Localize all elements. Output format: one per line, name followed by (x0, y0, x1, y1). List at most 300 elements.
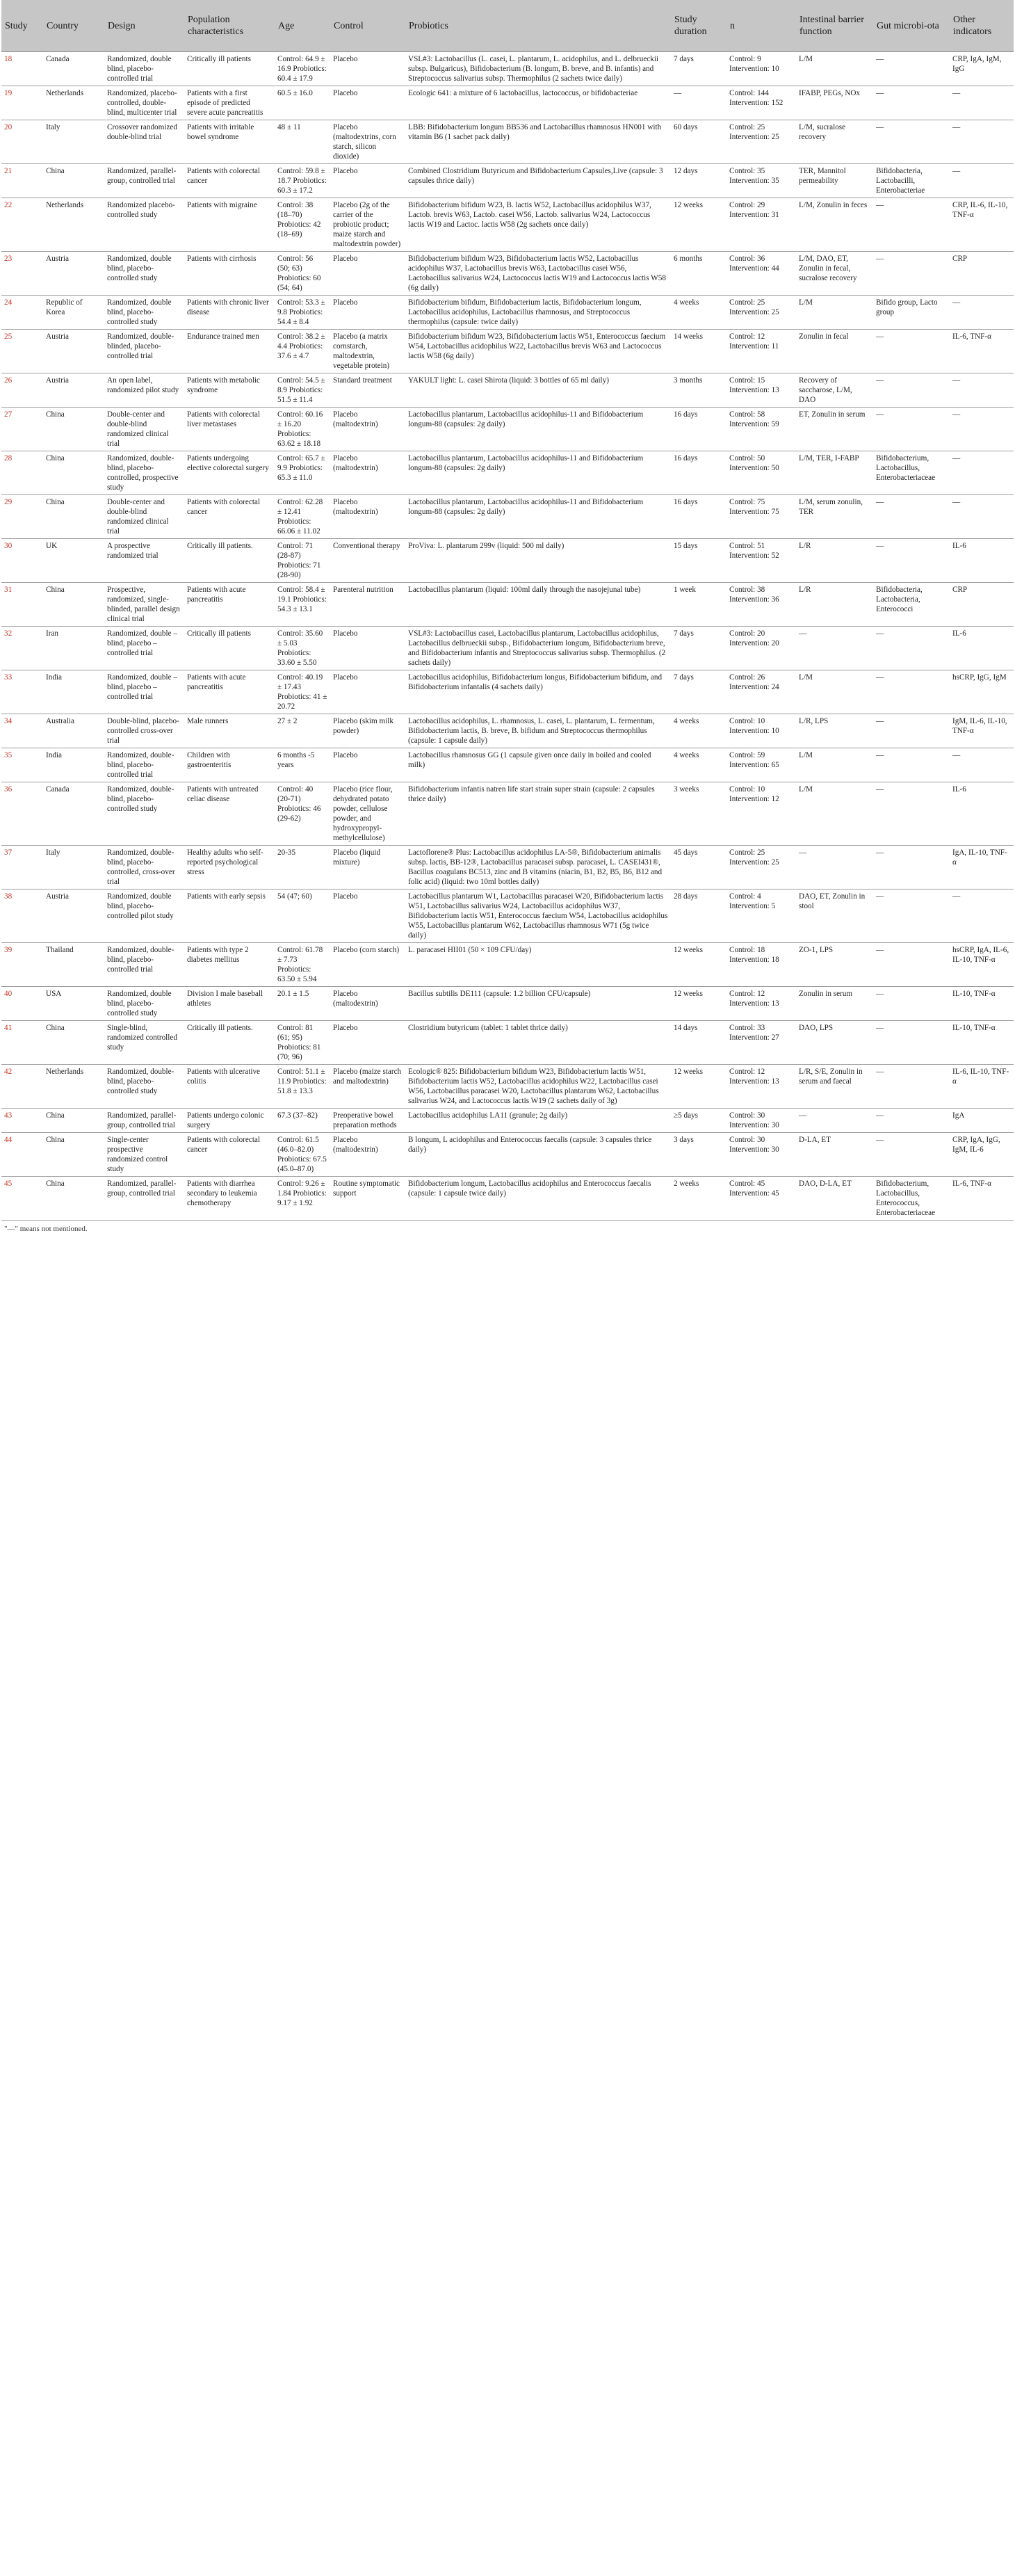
table-header (1, 0, 1014, 52)
cell-population: Patients undergoing elective colorectal surgery (187, 454, 269, 472)
cell-gut-microbiota: — (876, 1068, 884, 1076)
cell-age: Control: 35.60 ± 5.03 Probiotics: 33.60 ± 5.50 (277, 629, 323, 667)
cell-probiotics: Combined Clostridium Butyricum and Bifidobacterium Capsules,Live (capsule: 3 capsules thrice daily) (408, 167, 663, 185)
cell-study[interactable]: 23 (4, 255, 13, 263)
cell-other-indicators: — (952, 89, 961, 97)
header-country: Country (43, 0, 104, 52)
cell-design: A prospective randomized trial (107, 542, 159, 560)
cell-n: Control: 45 Intervention: 45 (729, 1180, 779, 1198)
cell-probiotics: Lactobacillus plantarum W1, Lactobacillus paracasei W20, Bifidobacterium lactis W51, Lactobacillus salivarius W24, Lactobacillus acidophilus W37, Bifidobacterium lactis W51, Enterococcus faecium W54, Lactobacillus acidophilus W55, Lactobacillus plantarum W62, Lactobacillus rhamnosus W71 (5g twice daily) (408, 892, 668, 940)
table-row (1, 889, 1014, 943)
table-row (1, 846, 1014, 889)
cell-gut-microbiota: — (876, 751, 884, 759)
cell-barrier-function: L/M, Zonulin in feces (799, 201, 868, 209)
cell-gut-microbiota: — (876, 498, 884, 506)
cell-probiotics: LBB: Bifidobacterium longum BB536 and Lactobacillus rhamnosus HN001 with vitamin B6 (1 sachet pack daily) (408, 123, 662, 141)
cell-barrier-function: L/M (799, 55, 813, 63)
cell-n: Control: 144 Intervention: 152 (729, 89, 783, 107)
cell-probiotics: ProViva: L. plantarum 299v (liquid: 500 ml daily) (408, 542, 565, 550)
cell-n: Control: 36 Intervention: 44 (729, 255, 779, 273)
cell-n: Control: 25 Intervention: 25 (729, 298, 779, 316)
cell-control: Placebo (maltodextrin) (333, 498, 378, 516)
cell-n: Control: 38 Intervention: 36 (729, 586, 779, 604)
cell-gut-microbiota: — (876, 123, 884, 131)
cell-probiotics: Ecologic 641: a mixture of 6 lactobacillus, lactococcus, or bifidobacteriae (408, 89, 638, 97)
cell-country: China (46, 1180, 65, 1188)
cell-population: Critically ill patients (187, 55, 251, 63)
table-row (1, 627, 1014, 670)
cell-other-indicators: hsCRP, IgG, IgM (952, 673, 1007, 682)
cell-study[interactable]: 32 (4, 629, 13, 638)
cell-gut-microbiota: — (876, 717, 884, 725)
cell-duration: 7 days (674, 629, 694, 638)
table-row (1, 748, 1014, 782)
table-row (1, 296, 1014, 330)
cell-duration: 4 weeks (674, 298, 699, 307)
cell-duration: 3 weeks (674, 785, 699, 794)
cell-other-indicators: CRP (952, 586, 968, 594)
cell-study[interactable]: 36 (4, 785, 13, 794)
cell-control: Preoperative bowel preparation methods (333, 1111, 397, 1129)
cell-other-indicators: — (952, 123, 961, 131)
cell-n: Control: 25 Intervention: 25 (729, 123, 779, 141)
cell-duration: 16 days (674, 498, 698, 506)
cell-other-indicators: — (952, 498, 961, 506)
cell-age: Control: 58.4 ± 19.1 Probiotics: 54.3 ± 13.1 (277, 586, 327, 613)
cell-country: China (46, 1111, 65, 1120)
cell-gut-microbiota: — (876, 410, 884, 419)
cell-control: Standard treatment (333, 376, 392, 385)
cell-gut-microbiota: Bifidobacterium, Lactobacillus, Enterobacteriaceae (876, 454, 936, 482)
cell-control: Placebo (333, 55, 358, 63)
cell-study[interactable]: 18 (4, 55, 13, 63)
cell-study[interactable]: 44 (4, 1136, 13, 1144)
cell-other-indicators: CRP, IgA, IgM, IgG (952, 55, 1002, 73)
cell-other-indicators: CRP (952, 255, 968, 263)
cell-probiotics: Bifidobacterium bifidum W23, Bifidobacterium lactis W52, Lactobacillus acidophilus W37, Lactobacillus brevis W63, Lactobacillus casei W56, Lactobacillus salivarius W24, Lactococcus lactis W19 and Lactococcus lactis W58 (6g daily) (408, 255, 666, 292)
cell-population: Patients with type 2 diabetes mellitus (187, 946, 249, 964)
cell-barrier-function: — (799, 848, 807, 857)
cell-design: Double-blind, placebo-controlled cross-over trial (107, 717, 179, 745)
cell-duration: 7 days (674, 673, 694, 682)
cell-barrier-function: L/M, serum zonulin, TER (799, 498, 863, 516)
cell-barrier-function: L/M (799, 298, 813, 307)
cell-population: Patients undergo colonic surgery (187, 1111, 264, 1129)
cell-population: Patients with untreated celiac disease (187, 785, 259, 803)
cell-n: Control: 30 Intervention: 30 (729, 1136, 779, 1154)
cell-design: Randomized, double blind, placebo-controlled study (107, 990, 172, 1017)
cell-age: 20-35 (277, 848, 296, 857)
cell-other-indicators: — (952, 410, 961, 419)
cell-probiotics: Bifidobacterium bifidum, Bifidobacterium lactis, Bifidobacterium longum, Lactobacillus acidophilus, Lactobacillus rhamnosus, and Streptococcus thermophilus (capsule: twice daily) (408, 298, 642, 326)
cell-barrier-function: L/R, LPS (799, 717, 829, 725)
table-row (1, 495, 1014, 539)
cell-population: Patients with ulcerative colitis (187, 1068, 261, 1086)
cell-country: Austria (46, 892, 69, 901)
cell-control: Conventional therapy (333, 542, 400, 550)
table-row (1, 408, 1014, 451)
cell-age: Control: 60.16 ± 16.20 Probiotics: 63.62 ± 18.18 (277, 410, 323, 448)
cell-age: Control: 38 (18–70) Probiotics: 42 (18–69) (277, 201, 321, 239)
cell-gut-microbiota: Bifidobacteria, Lactobacilli, Enterobacteriae (876, 167, 925, 195)
cell-age: 20.1 ± 1.5 (277, 990, 309, 998)
header-duration: Study duration (671, 0, 726, 52)
cell-design: Prospective, randomized, single-blinded, parallel design clinical trial (107, 586, 180, 623)
cell-other-indicators: IL-6 (952, 629, 966, 638)
cell-country: China (46, 167, 65, 175)
cell-study[interactable]: 25 (4, 332, 13, 341)
header-n: n (726, 0, 796, 52)
cell-study[interactable]: 39 (4, 946, 13, 954)
cell-age: Control: 62.28 ± 12.41 Probiotics: 66.06 ± 11.02 (277, 498, 323, 536)
cell-probiotics: Bifidobacterium bifidum W23, B. lactis W52, Lactobacillus acidophilus W37, Lactob. brevis W63, Lactob. casei W56, Lactob. salivarius W24, Lactococcus lactis W19 and Lactoc. lactis W58 (2g sachets once daily) (408, 201, 651, 229)
cell-population: Patients with irritable bowel syndrome (187, 123, 254, 141)
cell-design: Randomized, double –blind, placebo –controlled trial (107, 629, 177, 657)
cell-country: Italy (46, 123, 60, 131)
table-container (1, 0, 1014, 1237)
cell-probiotics: Ecologic® 825: Bifidobacterium bifidum W23, Bifidobacterium lactis W51, Bifidobacterium lactis W52, Lactobacillus acidophilus W22, Lactobacillus casei W56, Lactobacillus paracasei W20, Lactobacillus plantarum W62, Lactobacillus salivarius W24, and Lactococcus lactis W19 (2 sachets daily of 3g) (408, 1068, 659, 1105)
cell-age: 67.3 (37–82) (277, 1111, 318, 1120)
cell-gut-microbiota: Bifido group, Lacto group (876, 298, 938, 316)
cell-duration: 2 weeks (674, 1180, 699, 1188)
header-other-indicators: Other indicators (950, 0, 1014, 52)
cell-design: Randomized, double-blinded, placebo-controlled trial (107, 332, 174, 360)
header-row (1, 0, 1014, 52)
cell-barrier-function: L/M, DAO, ET, Zonulin in fecal, sucralose recovery (799, 255, 857, 282)
cell-study[interactable]: 45 (4, 1180, 13, 1188)
cell-gut-microbiota: Bifidobacterium, Lactobacillus, Enterococcus, Enterobacteriaceae (876, 1180, 936, 1217)
cell-population: Critically ill patients. (187, 1024, 253, 1032)
cell-country: Austria (46, 332, 69, 341)
cell-control: Placebo (333, 751, 358, 759)
cell-gut-microbiota: — (876, 255, 884, 263)
cell-age: Control: 61.5 (46.0–82.0) Probiotics: 67.5 (45.0–87.0) (277, 1136, 327, 1173)
cell-study[interactable]: 29 (4, 498, 13, 506)
cell-other-indicators: IL-6, IL-10, TNF-α (952, 1068, 1009, 1086)
cell-control: Placebo (maltodextrin) (333, 410, 378, 428)
cell-country: China (46, 498, 65, 506)
cell-study[interactable]: 37 (4, 848, 13, 857)
cell-n: Control: 9 Intervention: 10 (729, 55, 779, 73)
cell-gut-microbiota: — (876, 201, 884, 209)
header-gut-microbiota: Gut microbi-ota (873, 0, 950, 52)
cell-control: Placebo (maltodextrin) (333, 1136, 378, 1154)
cell-population: Critically ill patients. (187, 542, 253, 550)
cell-control: Placebo (333, 298, 358, 307)
cell-control: Placebo (333, 255, 358, 263)
cell-population: Patients with cirrhosis (187, 255, 257, 263)
cell-country: Australia (46, 717, 75, 725)
cell-population: Patients with early sepsis (187, 892, 266, 901)
cell-gut-microbiota: Bifidobacteria, Lactobacteria, Enterococci (876, 586, 923, 613)
cell-population: Patients with migraine (187, 201, 257, 209)
cell-duration: 12 weeks (674, 1068, 703, 1076)
cell-n: Control: 12 Intervention: 13 (729, 1068, 779, 1086)
cell-study[interactable]: 43 (4, 1111, 13, 1120)
cell-control: Placebo (333, 1024, 358, 1032)
cell-n: Control: 30 Intervention: 30 (729, 1111, 779, 1129)
cell-duration: 3 days (674, 1136, 694, 1144)
cell-barrier-function: IFABP, PEGs, NOx (799, 89, 861, 97)
header-age: Age (275, 0, 330, 52)
cell-n: Control: 51 Intervention: 52 (729, 542, 779, 560)
cell-n: Control: 75 Intervention: 75 (729, 498, 779, 516)
cell-probiotics: Lactobacillus acidophilus, Bifidobacterium longus, Bifidobacterium bifidum, and Bifidobacterium infantalis (4 sachets daily) (408, 673, 663, 691)
cell-design: Randomized, double blind, placebo-controlled pilot study (107, 892, 174, 920)
cell-probiotics: Bifidobacterium longum, Lactobacillus acidophilus and Enterococcus faecalis (capsule: 1 capsule twice daily) (408, 1180, 651, 1198)
cell-barrier-function: L/M, sucralose recovery (799, 123, 846, 141)
cell-probiotics: Lactobacillus rhamnosus GG (1 capsule given once daily in boiled and cooled milk) (408, 751, 651, 769)
cell-duration: 7 days (674, 55, 694, 63)
cell-design: Randomized, parallel-group, controlled trial (107, 1180, 177, 1198)
cell-design: Single-blind, randomized controlled study (107, 1024, 177, 1052)
cell-gut-microbiota: — (876, 892, 884, 901)
cell-design: Randomized, double-blind, placebo-controlled study (107, 1068, 174, 1095)
cell-design: Randomized, parallel-group, controlled trial (107, 1111, 177, 1129)
cell-control: Placebo (2g of the carrier of the probiotic product; maize starch and maltodextrin powder) (333, 201, 401, 248)
cell-study[interactable]: 34 (4, 717, 13, 725)
cell-gut-microbiota: — (876, 55, 884, 63)
cell-control: Placebo (skim milk powder) (333, 717, 394, 735)
cell-population: Patients with colorectal cancer (187, 498, 261, 516)
cell-study[interactable]: 24 (4, 298, 13, 307)
cell-gut-microbiota: — (876, 89, 884, 97)
cell-other-indicators: — (952, 298, 961, 307)
table-row (1, 987, 1014, 1021)
cell-design: Randomized, double-blind, placebo-controlled study (107, 785, 174, 813)
cell-design: Crossover randomized double-blind trial (107, 123, 177, 141)
cell-probiotics: B longum, L acidophilus and Enterococcus faecalis (capsule: 3 capsules thrice daily) (408, 1136, 652, 1154)
cell-n: Control: 50 Intervention: 50 (729, 454, 779, 472)
cell-gut-microbiota: — (876, 1136, 884, 1144)
cell-probiotics: YAKULT light: L. casei Shirota (liquid: 3 bottles of 65 ml daily) (408, 376, 609, 385)
cell-control: Placebo (333, 629, 358, 638)
cell-n: Control: 58 Intervention: 59 (729, 410, 779, 428)
cell-gut-microbiota: — (876, 946, 884, 954)
cell-population: Children with gastroenteritis (187, 751, 232, 769)
cell-duration: 4 weeks (674, 751, 699, 759)
cell-control: Placebo (maize starch and maltodextrin) (333, 1068, 402, 1086)
cell-age: Control: 54.5 ± 8.9 Probiotics: 51.5 ± 11.4 (277, 376, 325, 404)
table-row (1, 714, 1014, 748)
header-control: Control (330, 0, 405, 52)
cell-gut-microbiota: — (876, 673, 884, 682)
cell-design: Randomized, placebo-controlled, double-blind, multicenter trial (107, 89, 177, 117)
cell-population: Patients with colorectal cancer (187, 167, 261, 185)
studies-table (1, 0, 1014, 1221)
cell-gut-microbiota: — (876, 376, 884, 385)
cell-duration: 6 months (674, 255, 703, 263)
cell-country: Thailand (46, 946, 74, 954)
cell-population: Patients with metabolic syndrome (187, 376, 261, 394)
cell-age: Control: 40 (20-71) Probiotics: 46 (29-62) (277, 785, 321, 823)
cell-design: Randomized, double-blind, placebo-controlled, prospective study (107, 454, 179, 492)
cell-study[interactable]: 21 (4, 167, 13, 175)
cell-population: Critically ill patients (187, 629, 251, 638)
cell-age: Control: 61.78 ± 7.73 Probiotics: 63.50 ± 5.94 (277, 946, 323, 983)
cell-probiotics: Bifidobacterium infantis natren life start strain super strain (capsule: 2 capsules thrice daily) (408, 785, 655, 803)
cell-probiotics: Bacillus subtilis DE111 (capsule: 1.2 billion CFU/capsule) (408, 990, 591, 998)
cell-barrier-function: L/R (799, 586, 811, 594)
cell-duration: 12 weeks (674, 201, 703, 209)
cell-country: China (46, 1136, 65, 1144)
cell-study[interactable]: 40 (4, 990, 13, 998)
cell-age: Control: 51.1 ± 11.9 Probiotics: 51.8 ± 13.3 (277, 1068, 327, 1095)
cell-barrier-function: L/M (799, 673, 813, 682)
table-row (1, 1021, 1014, 1065)
cell-gut-microbiota: — (876, 332, 884, 341)
cell-design: Randomized, double-blind, placebo-controlled trial (107, 751, 174, 779)
cell-n: Control: 26 Intervention: 24 (729, 673, 779, 691)
cell-population: Patients with acute pancreatitis (187, 673, 246, 691)
cell-age: Control: 71 (28-87) Probiotics: 71 (28-90) (277, 542, 321, 579)
cell-population: Division I male baseball athletes (187, 990, 263, 1008)
cell-design: An open label, randomized pilot study (107, 376, 179, 394)
cell-country: Republic of Korea (46, 298, 83, 316)
cell-duration: 4 weeks (674, 717, 699, 725)
cell-country: China (46, 454, 65, 462)
cell-country: Canada (46, 785, 70, 794)
cell-n: Control: 12 Intervention: 13 (729, 990, 779, 1008)
cell-other-indicators: — (952, 892, 961, 901)
cell-design: Randomized placebo-controlled study (107, 201, 175, 219)
cell-duration: 12 weeks (674, 946, 703, 954)
table-row (1, 782, 1014, 846)
header-barrier-function: Intestinal barrier function (796, 0, 873, 52)
table-row (1, 943, 1014, 987)
cell-study[interactable]: 33 (4, 673, 13, 682)
cell-other-indicators: — (952, 454, 961, 462)
cell-age: Control: 81 (61; 95) Probiotics: 81 (70; 96) (277, 1024, 321, 1061)
cell-study[interactable]: 28 (4, 454, 13, 462)
cell-probiotics: Lactobacillus plantarum (liquid: 100ml daily through the nasojejunal tube) (408, 586, 641, 594)
cell-country: Netherlands (46, 1068, 84, 1076)
cell-n: Control: 59 Intervention: 65 (729, 751, 779, 769)
cell-population: Patients with colorectal cancer (187, 1136, 261, 1154)
cell-barrier-function: DAO, LPS (799, 1024, 834, 1032)
cell-population: Patients with a first episode of predicted severe acute pancreatitis (187, 89, 263, 117)
cell-age: Control: 53.3 ± 9.8 Probiotics: 54.4 ± 8.4 (277, 298, 325, 326)
cell-country: Italy (46, 848, 60, 857)
cell-country: Netherlands (46, 201, 84, 209)
cell-country: Austria (46, 255, 69, 263)
cell-control: Placebo (maltodextrins, corn starch, silicon dioxide) (333, 123, 396, 161)
cell-probiotics: VSL#3: Lactobacillus casei, Lactobacillus plantarum, Lactobacillus acidophilus, Lactobacillus delbrueckii subsp., Bifidobacterium longum, Bifidobacterium breve, and Bifidobacterium infantis and Streptococcus salivarius subsp. Thermophilus. (2 sachets daily) (408, 629, 666, 667)
cell-barrier-function: DAO, D-LA, ET (799, 1180, 852, 1188)
cell-barrier-function: L/M, TER, I-FABP (799, 454, 859, 462)
table-row (1, 1065, 1014, 1109)
cell-barrier-function: — (799, 629, 807, 638)
cell-duration: ≥5 days (674, 1111, 699, 1120)
table-row (1, 330, 1014, 373)
cell-duration: 15 days (674, 542, 698, 550)
cell-other-indicators: IL-6 (952, 542, 966, 550)
cell-study[interactable]: 31 (4, 586, 13, 594)
cell-control: Placebo (333, 167, 358, 175)
cell-study[interactable]: 41 (4, 1024, 13, 1032)
cell-study[interactable]: 38 (4, 892, 13, 901)
cell-barrier-function: Zonulin in serum (799, 990, 853, 998)
cell-country: Iran (46, 629, 59, 638)
cell-design: Randomized, parallel-group, controlled trial (107, 167, 177, 185)
cell-study[interactable]: 30 (4, 542, 13, 550)
cell-gut-microbiota: — (876, 542, 884, 550)
cell-probiotics: Lactobacillus plantarum, Lactobacillus acidophilus-11 and Bifidobacterium longum-88 (capsules: 2g daily) (408, 498, 644, 516)
cell-barrier-function: L/M (799, 785, 813, 794)
cell-country: India (46, 751, 62, 759)
cell-study[interactable]: 35 (4, 751, 13, 759)
cell-age: 27 ± 2 (277, 717, 298, 725)
cell-design: Randomized, double –blind, placebo –controlled trial (107, 673, 177, 701)
cell-design: Double-center and double-blind randomized clinical trial (107, 498, 169, 536)
cell-barrier-function: ET, Zonulin in serum (799, 410, 866, 419)
cell-n: Control: 33 Intervention: 27 (729, 1024, 779, 1042)
cell-n: Control: 35 Intervention: 35 (729, 167, 779, 185)
cell-duration: 12 weeks (674, 990, 703, 998)
table-row (1, 52, 1014, 86)
header-probiotics: Probiotics (405, 0, 671, 52)
cell-study[interactable]: 19 (4, 89, 13, 97)
cell-probiotics: Lactobacillus plantarum, Lactobacillus acidophilus-11 and Bifidobacterium longum-88 (capsules: 2g daily) (408, 454, 644, 472)
cell-control: Routine symptomatic support (333, 1180, 400, 1198)
cell-population: Endurance trained men (187, 332, 259, 341)
table-row (1, 670, 1014, 714)
cell-other-indicators: IgM, IL-6, IL-10, TNF-α (952, 717, 1007, 735)
cell-study[interactable]: 20 (4, 123, 13, 131)
cell-control: Parenteral nutrition (333, 586, 393, 594)
cell-study[interactable]: 26 (4, 376, 13, 385)
cell-age: Control: 59.8 ± 18.7 Probiotics: 60.3 ± 17.2 (277, 167, 327, 195)
cell-other-indicators: hsCRP, IgA, IL-6, IL-10, TNF-α (952, 946, 1009, 964)
cell-duration: 14 days (674, 1024, 698, 1032)
cell-study[interactable]: 27 (4, 410, 13, 419)
cell-barrier-function: Zonulin in fecal (799, 332, 849, 341)
cell-age: Control: 9.26 ± 1.84 Probiotics: 9.17 ± 1.92 (277, 1180, 327, 1207)
cell-age: 60.5 ± 16.0 (277, 89, 313, 97)
cell-probiotics: Lactobacillus acidophilus LA11 (granule; 2g daily) (408, 1111, 568, 1120)
cell-duration: 16 days (674, 410, 698, 419)
header-population: Population characteristics (184, 0, 275, 52)
cell-population: Patients with acute pancreatitis (187, 586, 246, 604)
cell-population: Patients with colorectal liver metastases (187, 410, 261, 428)
cell-n: Control: 15 Intervention: 13 (729, 376, 779, 394)
cell-gut-microbiota: — (876, 785, 884, 794)
cell-n: Control: 12 Intervention: 11 (729, 332, 779, 351)
cell-other-indicators: IL-6 (952, 785, 966, 794)
header-design: Design (104, 0, 184, 52)
cell-population: Healthy adults who self-reported psychological stress (187, 848, 263, 876)
table-row (1, 164, 1014, 198)
cell-age: Control: 40.19 ± 17.43 Probiotics: 41 ± 20.72 (277, 673, 327, 711)
table-row (1, 198, 1014, 252)
table-row (1, 86, 1014, 120)
cell-probiotics: Lactoflorene® Plus: Lactobacillus acidophilus LA-5®, Bifidobacterium animalis subsp. lactis, BB-12®, Lactobacillus paracasei subsp. paracasei, L. CASEI431®, Bacillus coagulans BC513, zinc and B vitamins (niacin, B1, B2, B5, B6, B12 and folic acid) (liquid: two 10ml bottles daily) (408, 848, 663, 886)
cell-age: Control: 64.9 ± 16.9 Probiotics: 60.4 ± 17.9 (277, 55, 327, 83)
cell-age: Control: 56 (50; 63) Probiotics: 60 (54; 64) (277, 255, 321, 292)
cell-barrier-function: TER, Mannitol permeability (799, 167, 846, 185)
cell-design: Randomized, double-blind, placebo-controlled trial (107, 946, 174, 974)
cell-study[interactable]: 22 (4, 201, 13, 209)
cell-design: Double-center and double-blind randomized clinical trial (107, 410, 169, 448)
cell-probiotics: Bifidobacterium bifidum W23, Bifidobacterium lactis W51, Enterococcus faecium W54, Lactobacillus acidophilus W22, Lactobacillus brevis W63 and Lactococcus lactis W58 (6g daily) (408, 332, 666, 360)
table-row (1, 252, 1014, 296)
cell-gut-microbiota: — (876, 1111, 884, 1120)
cell-study[interactable]: 42 (4, 1068, 13, 1076)
cell-n: Control: 10 Intervention: 10 (729, 717, 779, 735)
cell-design: Randomized, double blind, placebo-controlled study (107, 298, 172, 326)
cell-gut-microbiota: — (876, 1024, 884, 1032)
cell-age: 54 (47; 60) (277, 892, 312, 901)
